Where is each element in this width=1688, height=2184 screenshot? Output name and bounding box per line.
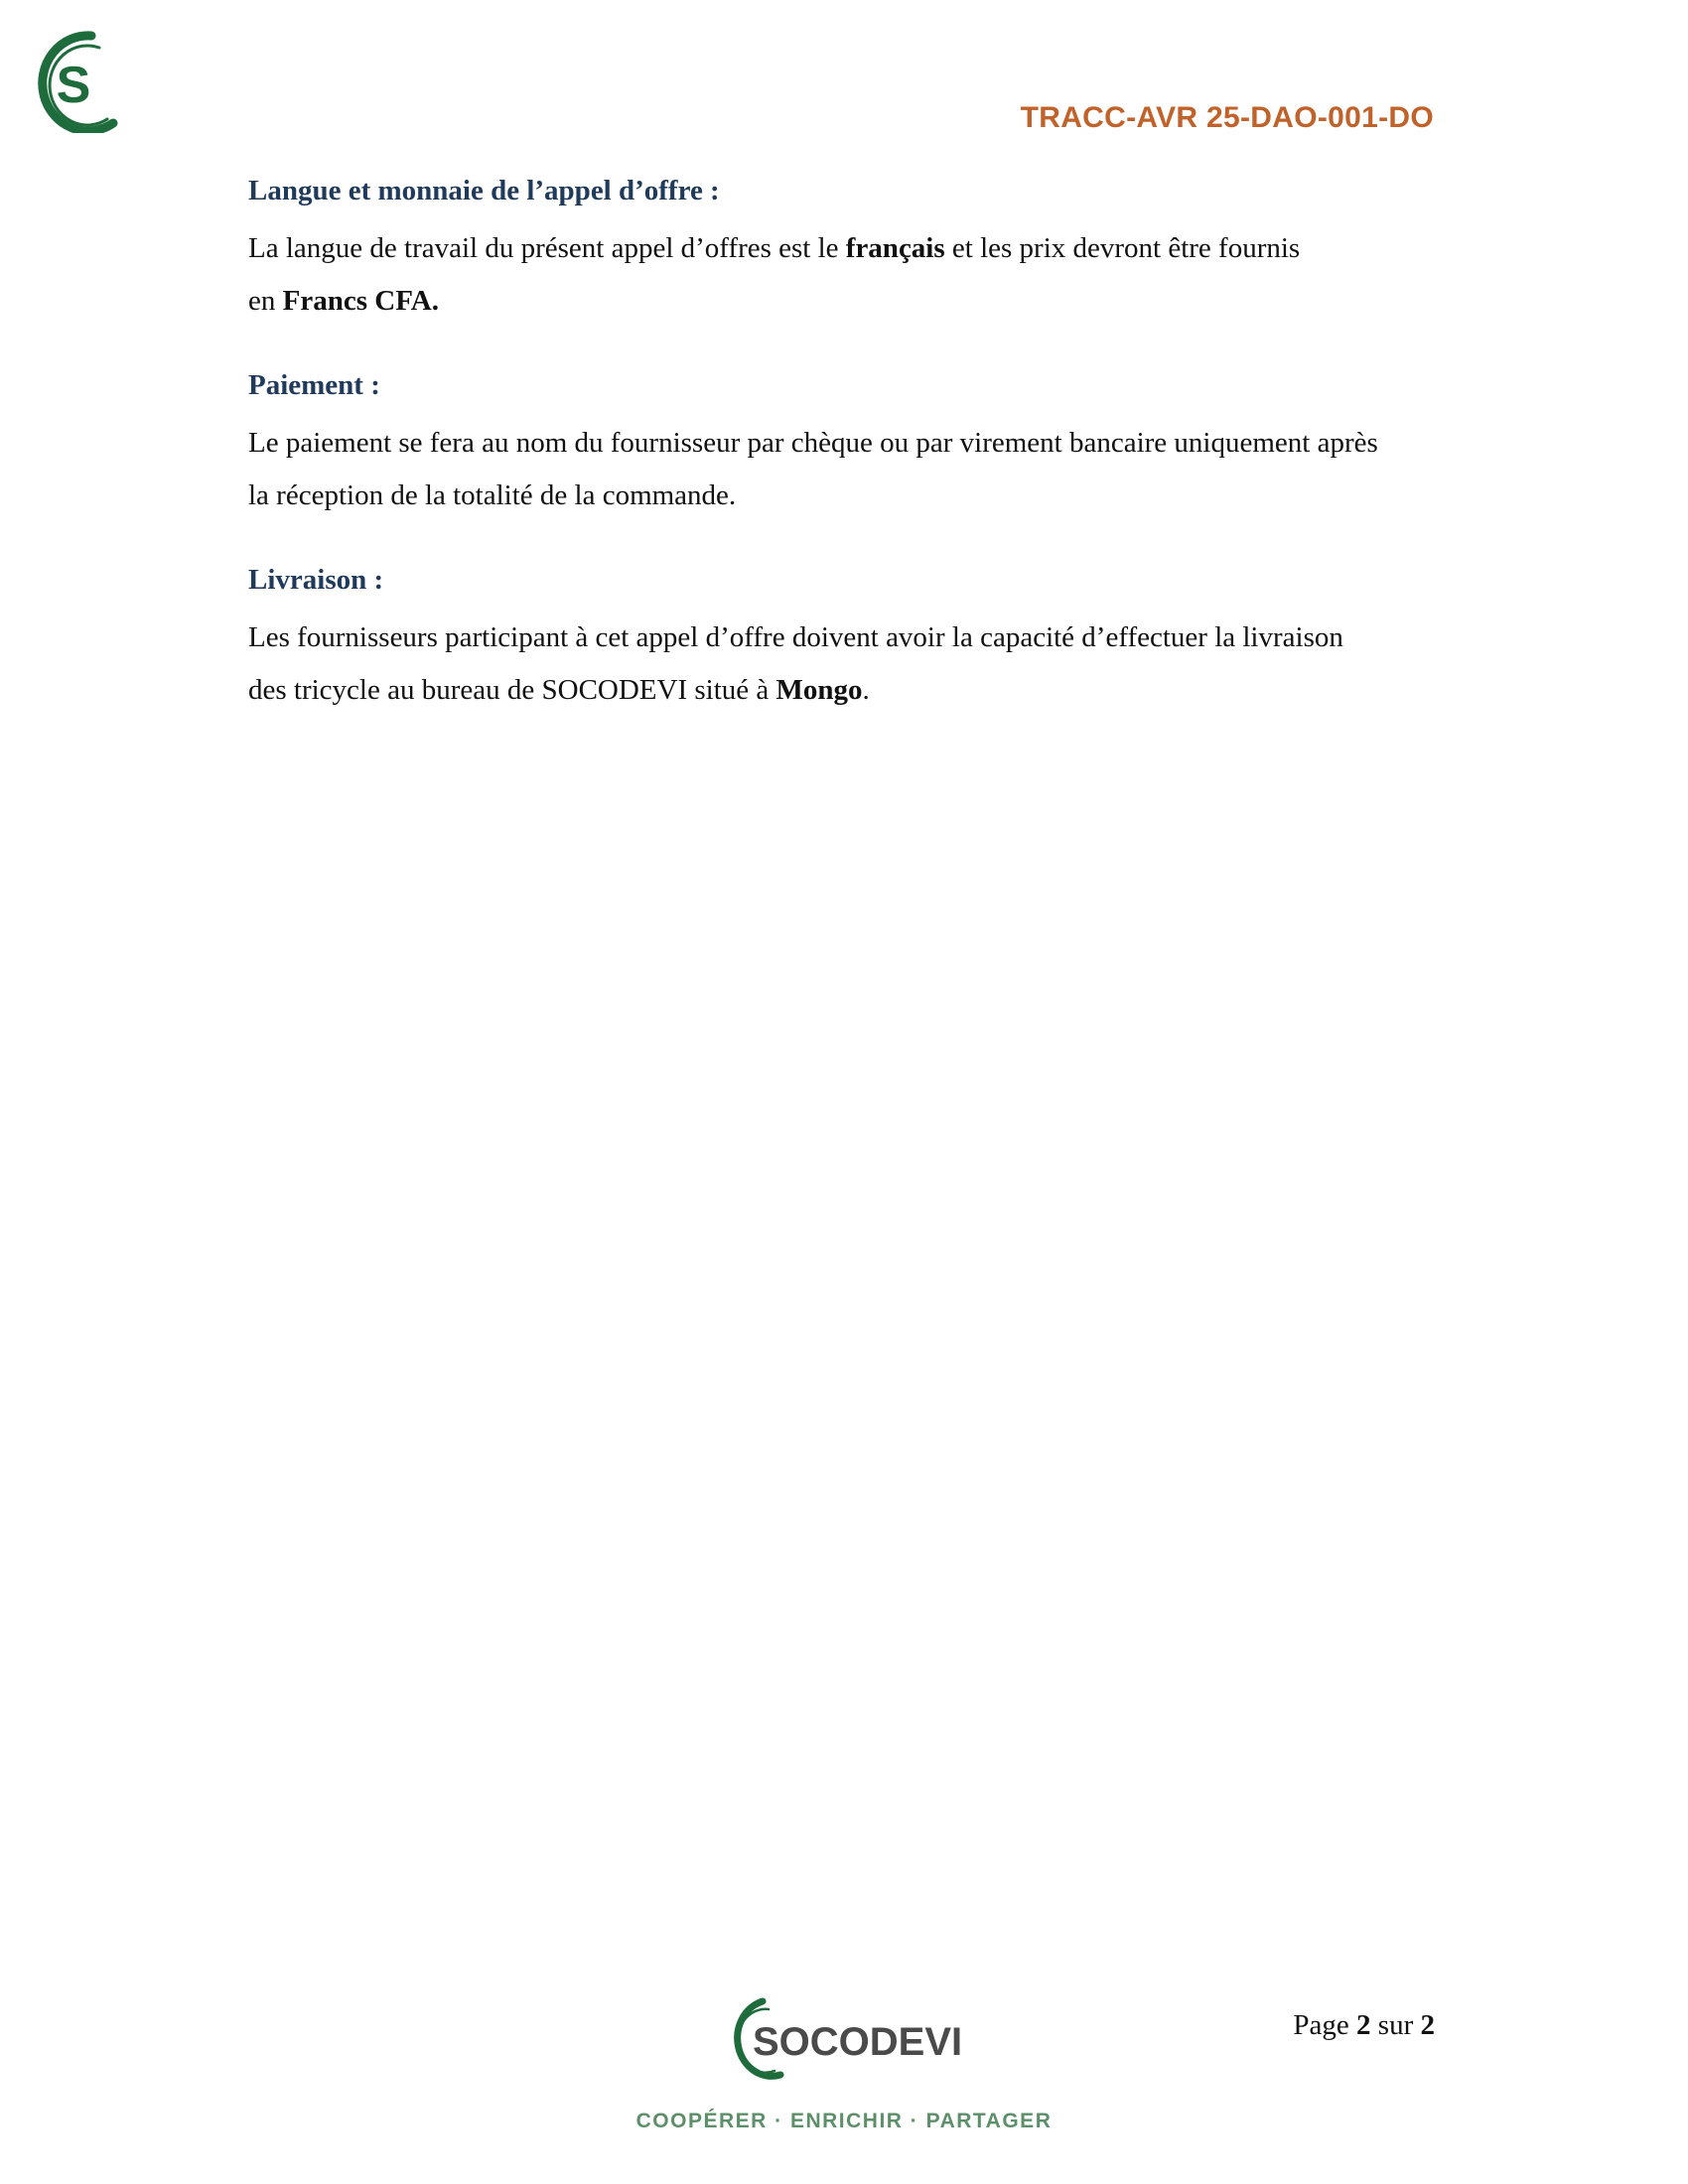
text-run: . [862,674,870,706]
svg-text:SOCODEVI: SOCODEVI [753,2020,963,2064]
text-run: La langue de travail du présent appel d’offres est le [248,232,846,264]
text-line [248,222,1440,275]
text-run-bold: Francs CFA. [282,285,439,317]
text-line [248,612,1440,664]
text-run: Les fournisseurs participant à cet appel d’offre doivent avoir la capacité d’effectuer la livraison [248,621,1343,653]
section-text [248,612,1440,717]
document-body [248,171,1440,754]
section-text [248,417,1440,522]
section-heading: Paiement : [248,369,380,401]
section-heading: Livraison : [248,564,384,596]
page-separator: sur [1377,2009,1414,2041]
text-run-bold: français [845,232,945,264]
text-run: des tricycle au bureau de SOCODEVI situé à [248,674,776,706]
document-reference: TRACC-AVR 25-DAO-001-DO [1020,101,1434,134]
section-paiement [248,365,1440,522]
text-line [248,417,1440,470]
footer-tagline: COOPÉRER · ENRICHIR · PARTAGER [635,2110,1053,2132]
text-run: Le paiement se fera au nom du fournisseur par chèque ou par virement bancaire uniquement après [248,427,1378,459]
page-current: 2 [1356,2009,1371,2041]
text-line [248,664,1440,717]
page-total: 2 [1420,2009,1435,2041]
section-langue-monnaie [248,171,1440,328]
page-footer [0,1995,1688,2164]
text-run: en [248,285,283,317]
section-text [248,222,1440,328]
socodevi-cs-logo-icon [30,28,125,133]
section-livraison [248,560,1440,717]
svg-text:S: S [56,57,91,114]
text-run-bold: Mongo [775,674,863,706]
text-line [248,470,1440,522]
text-run: et les prix devront être fournis [944,232,1301,264]
section-heading: Langue et monnaie de l’appel d’offre : [248,175,720,206]
text-line [248,275,1440,328]
page-label: Page [1293,2009,1349,2041]
socodevi-footer-logo [723,1995,981,2083]
text-run: la réception de la totalité de la commande. [248,479,737,511]
